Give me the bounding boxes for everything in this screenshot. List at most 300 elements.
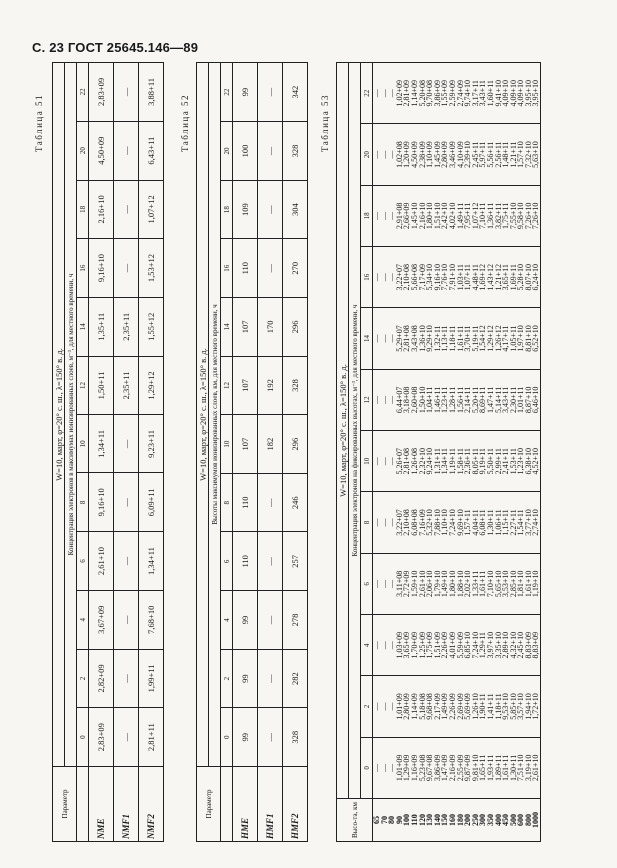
cell-value: 1,65+11 [478,754,488,781]
cell-value: 1,26+08 [409,447,419,475]
value-column [373,63,541,124]
hour-header: 4 [221,591,233,650]
cell-value: 3,17+11 [470,80,480,107]
hour-header: 2 [221,649,233,708]
cell-value: — [379,334,389,343]
height-value: 110 [409,814,419,826]
cell-value: 6,44+07 [394,386,404,414]
cell-value: 7,24+10 [470,631,480,659]
row-name: HME [233,767,258,842]
cell-value: 1,79+10 [432,570,442,598]
cell-value: 99 [233,63,258,122]
cell-value: — [114,649,139,708]
value-column [373,737,541,798]
cell-value: — [114,532,139,591]
cell-value: 3,95+10 [523,79,533,107]
hour-header: 8 [221,473,233,532]
cell-value: 6,43+11 [139,121,164,180]
hour-header: 12 [77,356,89,415]
cell-value: 1,13+11 [440,325,450,352]
cell-value: 2,16+09 [447,754,457,782]
cell-value: 4,48+11 [470,264,480,291]
cell-value: 1,57+11 [463,509,473,536]
cell-value: 2,72+09 [402,570,412,598]
cell-value: 4,50+09 [89,121,114,180]
cell-value: 2,85+10 [508,570,518,598]
cell-value: 1,80+10 [447,570,457,598]
subtitle-caption: W=10, март, φ=20° с. ш., λ=150° в. д. [53,63,65,767]
height-value: 100 [402,814,412,826]
hour-header: 4 [361,615,373,676]
cell-value: 2,69+09 [455,693,465,720]
cell-value: 9,24+10 [425,447,435,475]
cell-value: — [114,63,139,122]
hour-header: 10 [221,415,233,474]
caption: Концентрация электронов в максимумах ионизированных слоев, м⁻³, для местного времени, ч [65,63,77,767]
cell-value: 3,22+07 [394,263,404,291]
cell-value: 1,50+11 [89,356,114,415]
table-row [139,63,164,842]
height-value: 200 [463,814,473,826]
hour-header: 10 [77,415,89,473]
cell-value: 1,34+11 [440,448,450,475]
cell-value: 109 [233,180,258,239]
cell-value: 2,02+10 [463,570,473,598]
cell-value: — [372,457,381,466]
cell-value: 1,59+10 [409,570,419,598]
cell-value: 7,88+10 [432,509,442,536]
cell-value: 7,10+10 [485,570,495,598]
cell-value: 2,74+09 [455,79,465,107]
cell-value: 99 [233,708,258,767]
caption: Высоты максимумов ионизированных слоев, км, для местного времени, ч [209,63,221,767]
cell-value: 1,94+10 [523,693,533,720]
cell-value: 5,69+09 [463,693,473,720]
cell-value: 5,28+10 [516,263,526,291]
hour-header: 0 [77,708,89,767]
table-row [89,63,114,842]
cell-value: 192 [258,356,283,415]
cell-value: 3,53+10 [501,570,511,598]
cell-value: — [379,211,389,220]
cell-value: 8,83+09 [523,631,533,659]
height-value: 65 [372,816,381,824]
cell-value: 2,83+09 [89,63,114,122]
cell-value: 1,07+11 [463,264,473,291]
cell-value: 1,35+11 [89,297,114,356]
table-row [114,63,139,842]
cell-value: 6,08+11 [478,509,488,536]
cell-value: — [114,239,139,298]
cell-value: 1,01+09 [394,693,404,720]
hour-header: 14 [77,297,89,356]
cell-value: 2,83+09 [89,708,114,767]
cell-value: 2,81+11 [139,708,164,767]
cell-value: 1,51+09 [432,631,442,659]
cell-value: 296 [283,298,308,357]
cell-value: 1,49+10 [440,570,450,598]
value-column [373,553,541,614]
cell-value: 2,91+08 [394,202,404,230]
cell-value: 2,16+10 [417,202,427,230]
cell-value: 1,14+09 [409,79,419,107]
cell-value: — [114,180,139,239]
height-value: 90 [394,816,404,824]
cell-value: 170 [258,298,283,357]
blank-header [221,767,233,842]
cell-value: — [114,473,139,532]
height-value: 80 [387,816,397,824]
cell-value: 304 [283,180,308,239]
cell-value: 328 [283,356,308,415]
cell-value: — [379,273,389,282]
cell-value: 5,32+10 [425,509,435,536]
cell-value: — [258,239,283,298]
cell-value: 3,22+07 [394,509,404,536]
cell-value: 9,23+11 [139,415,164,473]
hour-header: 22 [221,63,233,122]
cell-value: — [372,395,381,404]
cell-value: — [258,473,283,532]
cell-value: 2,27+11 [508,509,518,536]
cell-value: 2,82+09 [89,649,114,708]
hour-header: 6 [77,532,89,591]
cell-value: 1,43+12 [485,263,495,291]
cell-value: 4,10+09 [455,141,465,168]
cell-value: 278 [283,591,308,650]
cell-value: 1,03+09 [394,631,404,659]
cell-value: 1,53+11 [508,448,518,475]
height-value: 600 [516,814,526,826]
cell-value: 1,56+11 [455,386,465,413]
hour-header: 18 [77,180,89,239]
cell-value: 6,08+08 [409,509,419,536]
cell-value: 1,15+11 [501,509,511,536]
cell-value: 2,80+09 [440,141,450,168]
hour-header: 14 [221,298,233,357]
cell-value: 5,66+08 [409,263,419,291]
table-row [283,63,308,842]
cell-value: 2,89+10 [501,631,511,659]
cell-value: 1,54+12 [478,325,488,352]
cell-value: 1,07+12 [139,180,164,239]
cell-value: — [114,590,139,649]
hour-header: 12 [361,369,373,430]
cell-value: 1,61+11 [455,325,465,352]
cell-value: 5,63+10 [531,141,541,168]
cell-value: 8,05+11 [470,448,480,475]
cell-value: 1,36+11 [485,202,495,229]
cell-value: 5,14+11 [493,386,503,413]
cell-value: — [387,273,397,282]
cell-value: — [379,763,389,772]
cell-value: 110 [233,532,258,591]
value-column [373,431,541,492]
cell-value: 3,95+10 [531,79,541,107]
cell-value: 1,01+11 [516,386,526,413]
cell-value: 1,55+09 [440,79,450,107]
cell-value: 2,17+09 [432,693,442,720]
cell-value: 3,82+11 [493,202,503,229]
cell-value: 1,54+11 [516,509,526,536]
cell-value: 282 [283,649,308,708]
cell-value: 2,26+09 [440,631,450,659]
cell-value: 3,43+08 [409,325,419,352]
cell-value: — [387,579,397,588]
cell-value: 270 [283,239,308,298]
cell-value: 6,09+11 [139,473,164,532]
cell-value: 6,24+10 [531,263,541,291]
subtitle-caption: W=10, март, φ=20° с. ш., λ=150° в. д. [197,63,209,767]
cell-value: 2,38+09 [417,141,427,168]
cell-value: 5,29+07 [394,325,404,352]
cell-value: — [379,518,389,527]
cell-value: — [387,641,397,650]
cell-value: 7,26+10 [531,202,541,230]
cell-value: 5,34+10 [425,263,435,291]
cell-value: 107 [233,415,258,474]
table-51 [52,62,164,842]
cell-value: 99 [233,591,258,650]
hour-header: 2 [361,676,373,737]
cell-value: 2,30+11 [508,386,518,413]
cell-value: 9,16+10 [89,473,114,532]
cell-value: 1,02+08 [394,141,404,168]
cell-value: — [372,273,381,282]
cell-value: 9,87+09 [463,754,473,782]
cell-value: 1,03+11 [455,264,465,291]
cell-value: 99 [233,649,258,708]
cell-value: 3,57+10 [516,693,526,720]
height-value: 120 [417,814,427,826]
cell-value: 1,80+10 [425,202,435,230]
value-column [373,615,541,676]
cell-value: 328 [283,122,308,181]
cell-value: 8,87+10 [523,386,533,414]
subtitle-caption: W=10, март, φ=20° с. ш., λ=150° в. д. [337,63,349,799]
cell-value: 9,41+10 [493,79,503,107]
cell-value: 9,53+10 [501,693,511,720]
cell-value: 1,89+11 [493,754,503,781]
height-header: Высо-та, км [337,799,373,842]
cell-value: 1,31+11 [432,448,442,475]
cell-value: 1,47+11 [485,386,495,413]
cell-value: 8,83+09 [531,631,541,659]
cell-value: 1,19+10 [531,570,541,598]
cell-value: — [258,532,283,591]
cell-value: 1,70+09 [409,631,419,659]
table-body-row [373,63,541,842]
hour-header: 16 [77,239,89,298]
height-value: 180 [455,814,465,826]
cell-value: 1,57+10 [516,141,526,168]
cell-value: 328 [283,708,308,767]
cell-value: 1,55+12 [139,297,164,356]
cell-value: — [114,708,139,767]
cell-value: 4,09+10 [501,79,511,107]
cell-value: 6,85+10 [463,631,473,659]
cell-value: — [387,395,397,404]
cell-value: 7,55+10 [508,202,518,230]
cell-value: 2,35+11 [114,297,139,356]
cell-value: 5,18+08 [417,693,427,720]
height-value: 350 [485,814,495,826]
cell-value: — [372,702,381,711]
row-name: NME [89,767,114,842]
cell-value: 2,10+08 [402,263,412,291]
table-row [258,63,283,842]
hour-header: 22 [361,63,373,124]
cell-value: 8,69+11 [478,386,488,413]
height-value: 250 [470,814,480,826]
cell-value: 3,35+10 [493,631,503,659]
table-52 [196,62,308,842]
cell-value: 2,60+08 [409,386,419,414]
cell-value: — [387,702,397,711]
cell-value: 1,93+11 [485,754,495,781]
cell-value: — [258,180,283,239]
row-name: HMF1 [258,767,283,842]
cell-value: 5,85+10 [508,693,518,720]
cell-value: 2,14+11 [463,386,473,413]
cell-value: 2,81+08 [402,447,412,475]
cell-value: 2,42+10 [440,202,450,230]
cell-value: 1,72+10 [531,693,541,720]
cell-value: 1,18+11 [493,693,503,720]
cell-value: 1,34+11 [89,415,114,473]
cell-value: 4,09+10 [516,79,526,107]
cell-value: 1,61+11 [501,754,511,781]
cell-value: 9,19+11 [478,448,488,475]
cell-value: 9,29+10 [425,325,435,352]
cell-value: — [379,641,389,650]
cell-value: 9,67+08 [425,754,435,782]
cell-value: 1,75+09 [425,631,435,659]
hour-header: 0 [361,737,373,798]
cell-value: 1,61+11 [478,570,488,597]
cell-value: 110 [233,239,258,298]
cell-value: 1,02+09 [394,79,404,107]
cell-value: — [387,211,397,220]
cell-value: — [379,579,389,588]
cell-value: — [258,122,283,181]
cell-value: — [387,89,397,98]
cell-value: 1,45+09 [432,141,442,168]
cell-value: 1,53+12 [139,239,164,298]
cell-value: 5,20+08 [417,79,427,107]
cell-value: 3,86+09 [432,79,442,107]
cell-value: 1,28+11 [447,386,457,413]
cell-value: 1,20+09 [402,141,412,168]
cell-value: — [372,641,381,650]
cell-value: 2,80+09 [402,693,412,720]
cell-value: 7,16+09 [417,509,427,536]
blank-header [77,767,89,842]
cell-value: 110 [233,473,258,532]
cell-value: 1,90+11 [478,693,488,720]
cell-value: 4,50+09 [409,141,419,168]
height-value: 70 [379,816,389,824]
cell-value: — [387,518,397,527]
cell-value: 7,26+10 [523,202,533,230]
height-value: 400 [493,814,503,826]
hour-header: 4 [77,590,89,649]
value-column [373,308,541,369]
cell-value: — [114,121,139,180]
value-column [373,185,541,246]
cell-value: 7,10+11 [478,202,488,229]
cell-value: 2,32+10 [417,447,427,475]
cell-value: 5,50+11 [485,448,495,475]
cell-value: 1,14+09 [409,693,419,720]
cell-value: 1,30+11 [485,509,495,536]
cell-value: 1,29+09 [402,754,412,782]
cell-value: 1,29+12 [485,325,495,352]
cell-value: 7,68+10 [139,590,164,649]
cell-value: 1,75+11 [501,202,511,229]
cell-value: — [387,763,397,772]
value-column [373,676,541,737]
cell-value: 1,47+09 [440,754,450,782]
cell-value: 5,59+09 [455,631,465,659]
hour-header: 2 [77,649,89,708]
cell-value: 6,38+10 [523,447,533,475]
cell-value: 107 [233,356,258,415]
cell-value: — [258,649,283,708]
cell-value: 8,81+10 [523,325,533,352]
cell-value: 3,46+09 [447,141,457,168]
cell-value: 2,45+11 [470,141,480,168]
height-value: 450 [501,814,511,826]
cell-value: 1,88+10 [455,570,465,598]
cell-value: 4,04+11 [470,509,480,536]
cell-value: 1,45+10 [409,202,419,230]
cell-value: — [372,579,381,588]
cell-value: 7,95+11 [463,202,473,229]
cell-value: 9,70+08 [425,79,435,107]
cell-value: 1,26+10 [470,693,480,720]
cell-value: 5,97+11 [478,141,488,168]
cell-value: 1,34+11 [139,532,164,591]
cell-value: 1,04+11 [425,386,435,413]
cell-value: 5,65+10 [493,570,503,598]
cell-value: 2,45+10 [516,631,526,659]
cell-value: 107 [233,298,258,357]
height-value: 150 [440,814,450,826]
row-name: NMF1 [114,767,139,842]
cell-value: 2,74+10 [531,509,541,536]
cell-value: 342 [283,63,308,122]
cell-value: — [372,150,381,159]
cell-value: 1,46+11 [432,386,442,413]
cell-value: 3,67+09 [89,590,114,649]
cell-value: 1,51+10 [432,202,442,230]
cell-value: 2,66+09 [402,202,412,230]
cell-value: 100 [233,122,258,181]
table-row [233,63,258,842]
cell-value: 1,18+11 [447,325,457,352]
height-value: 800 [523,814,533,826]
cell-value: 1,23+10 [516,447,526,475]
cell-value: 7,17+09 [417,263,427,291]
cell-value: 1,07+12 [470,202,480,230]
cell-value: 1,21+12 [493,263,503,291]
table-53-label: Таблица 53 [320,94,330,152]
cell-value: 3,65+11 [501,264,511,291]
cell-value: 2,41+11 [501,448,511,475]
hour-header: 10 [361,431,373,492]
hour-header: 16 [361,247,373,308]
